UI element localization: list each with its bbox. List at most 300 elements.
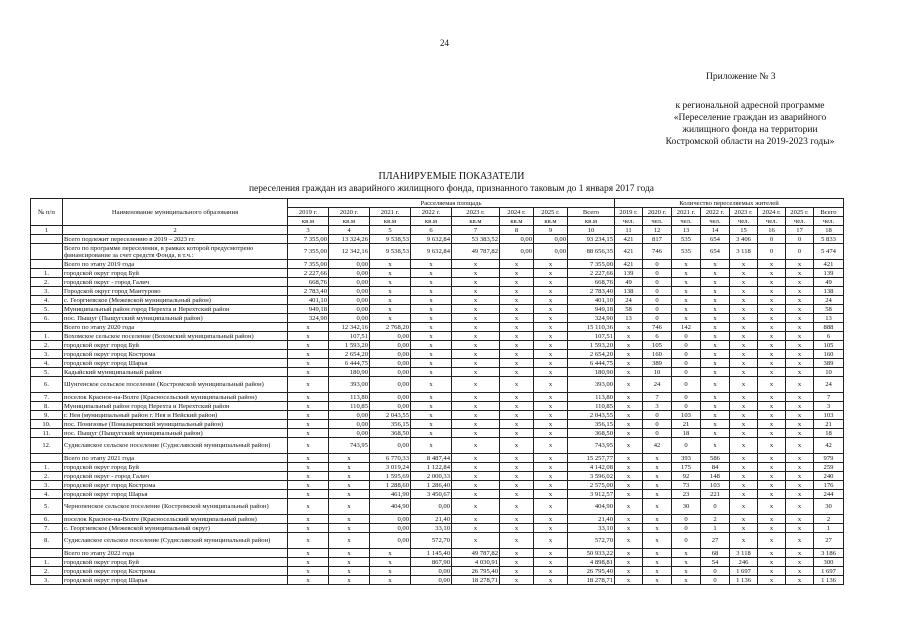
program-line: жилищного фонда на территории: [682, 125, 818, 135]
row-value: 24: [814, 296, 844, 305]
row-value: x: [329, 558, 370, 567]
row-value: x: [500, 472, 534, 481]
row-value: 13 324,26: [329, 235, 370, 244]
header-year: 2023 г.: [452, 208, 500, 217]
row-value: x: [534, 332, 568, 341]
row-value: 0,00: [411, 576, 452, 585]
row-number: [31, 549, 63, 558]
row-number: 10.: [31, 420, 63, 429]
row-value: 0: [701, 499, 730, 515]
row-value: 949,18: [288, 305, 329, 314]
table-row: [31, 454, 844, 463]
row-value: x: [786, 533, 814, 549]
row-value: x: [288, 533, 329, 549]
row-value: x: [370, 576, 411, 585]
row-value: 0: [672, 438, 701, 454]
row-value: x: [786, 567, 814, 576]
row-value: 393: [672, 454, 701, 463]
row-value: 49 787,82: [452, 549, 500, 558]
row-value: x: [452, 393, 500, 402]
row-value: 888: [814, 323, 844, 332]
row-value: 259: [814, 463, 844, 472]
row-value: 324,90: [568, 314, 615, 323]
row-value: x: [329, 463, 370, 472]
header-year: 2025 г.: [534, 208, 568, 217]
row-value: 0,00: [329, 296, 370, 305]
row-value: x: [411, 420, 452, 429]
row-value: x: [730, 296, 758, 305]
row-value: 5 474: [814, 244, 844, 260]
row-value: x: [500, 567, 534, 576]
row-value: x: [786, 269, 814, 278]
table-row: [31, 269, 844, 278]
header-year: Всего: [568, 208, 615, 217]
row-value: x: [500, 481, 534, 490]
row-value: x: [500, 438, 534, 454]
row-number: 5.: [31, 305, 63, 314]
row-value: 743,95: [329, 438, 370, 454]
row-value: 0: [643, 420, 672, 429]
row-name: городской округ город Буй: [63, 341, 288, 350]
row-value: 26 795,40: [452, 567, 500, 576]
row-value: x: [534, 481, 568, 490]
row-value: x: [758, 438, 786, 454]
row-value: x: [672, 278, 701, 287]
row-value: x: [534, 411, 568, 420]
row-value: 1 593,20: [568, 341, 615, 350]
row-name: Кадыйский муниципальный район: [63, 368, 288, 377]
table-row: [31, 235, 844, 244]
row-value: x: [643, 558, 672, 567]
row-value: x: [329, 515, 370, 524]
row-value: 389: [814, 359, 844, 368]
row-value: 0: [643, 314, 672, 323]
row-value: 0: [643, 411, 672, 420]
row-value: x: [730, 490, 758, 499]
row-value: x: [730, 269, 758, 278]
program-line: к региональной адресной программе: [675, 101, 825, 111]
row-value: x: [786, 341, 814, 350]
row-value: x: [534, 499, 568, 515]
row-name: Всего подлежит переселению в 2019 – 2023 гг.: [63, 235, 288, 244]
row-value: x: [329, 567, 370, 576]
row-value: x: [615, 323, 643, 332]
table-row: [31, 524, 844, 533]
header-unit: чел.: [615, 217, 643, 226]
row-value: 2: [701, 515, 730, 524]
row-value: x: [758, 481, 786, 490]
row-value: 6 444,75: [329, 359, 370, 368]
row-value: 93 234,15: [568, 235, 615, 244]
row-value: x: [452, 341, 500, 350]
row-name: Всего по этапу 2021 года: [63, 454, 288, 463]
header-unit: чел.: [643, 217, 672, 226]
row-value: 0,00: [370, 402, 411, 411]
column-number: 1: [31, 226, 63, 235]
row-value: 0: [786, 235, 814, 244]
row-value: x: [701, 411, 730, 420]
table-row: [31, 296, 844, 305]
row-value: x: [370, 558, 411, 567]
row-value: x: [452, 323, 500, 332]
row-value: 4 142,08: [568, 463, 615, 472]
row-value: x: [786, 368, 814, 377]
table-row: [31, 533, 844, 549]
row-value: x: [288, 438, 329, 454]
row-value: 0,00: [500, 244, 534, 260]
row-value: 0: [672, 515, 701, 524]
row-value: 8 487,44: [411, 454, 452, 463]
row-name: городской округ город Буй: [63, 269, 288, 278]
row-value: x: [534, 576, 568, 585]
row-value: 1 136: [730, 576, 758, 585]
row-value: x: [411, 323, 452, 332]
row-number: [31, 260, 63, 269]
row-number: 6.: [31, 377, 63, 393]
row-value: 0,00: [370, 438, 411, 454]
row-value: 368,50: [370, 429, 411, 438]
row-value: x: [452, 533, 500, 549]
header-unit: кв.м: [534, 217, 568, 226]
row-value: x: [701, 323, 730, 332]
row-number: 5.: [31, 368, 63, 377]
row-value: x: [500, 287, 534, 296]
row-value: x: [500, 377, 534, 393]
header-unit: чел.: [814, 217, 844, 226]
row-value: x: [701, 305, 730, 314]
row-value: x: [500, 368, 534, 377]
row-value: 27: [701, 533, 730, 549]
row-value: x: [615, 463, 643, 472]
row-number: 4.: [31, 359, 63, 368]
row-value: x: [534, 278, 568, 287]
row-value: x: [701, 350, 730, 359]
row-value: x: [500, 429, 534, 438]
row-value: x: [730, 323, 758, 332]
row-value: 7: [643, 393, 672, 402]
row-value: x: [452, 454, 500, 463]
row-value: x: [786, 549, 814, 558]
row-value: x: [786, 490, 814, 499]
row-value: x: [701, 341, 730, 350]
row-number: 2.: [31, 567, 63, 576]
row-value: 0: [643, 296, 672, 305]
row-value: x: [288, 377, 329, 393]
row-value: x: [500, 393, 534, 402]
row-name: пос. Пыщуг (Пыщугский муниципальный район): [63, 429, 288, 438]
row-value: x: [500, 341, 534, 350]
row-number: 6.: [31, 314, 63, 323]
header-year: 2020 г.: [329, 208, 370, 217]
row-value: x: [370, 278, 411, 287]
row-name: пос. Понизовье (Поназыревский муниципальный район): [63, 420, 288, 429]
row-value: x: [643, 454, 672, 463]
row-value: 73: [672, 481, 701, 490]
row-value: x: [786, 402, 814, 411]
column-number: 13: [672, 226, 701, 235]
header-unit: кв.м: [411, 217, 452, 226]
row-value: x: [758, 393, 786, 402]
row-name: Судиславское сельское поселение (Судиславский муниципальный район): [63, 438, 288, 454]
row-value: x: [534, 429, 568, 438]
row-value: x: [758, 454, 786, 463]
row-value: x: [786, 332, 814, 341]
row-value: x: [411, 377, 452, 393]
header-unit: кв.м: [500, 217, 534, 226]
row-value: x: [758, 269, 786, 278]
row-value: x: [411, 350, 452, 359]
row-value: 27: [814, 533, 844, 549]
row-value: x: [672, 269, 701, 278]
row-value: x: [500, 305, 534, 314]
row-value: 7 355,00: [288, 260, 329, 269]
row-value: x: [288, 558, 329, 567]
row-value: x: [786, 411, 814, 420]
row-value: x: [758, 490, 786, 499]
row-value: x: [500, 278, 534, 287]
row-value: x: [730, 341, 758, 350]
table-row: [31, 549, 844, 558]
row-value: x: [370, 260, 411, 269]
row-value: x: [411, 332, 452, 341]
row-value: x: [452, 472, 500, 481]
row-name: Всего по программе переселения, в рамках которой предусмотрено финансирование за счет средств Фонда, в т.ч.:: [63, 244, 288, 260]
row-value: x: [411, 393, 452, 402]
row-value: x: [786, 296, 814, 305]
row-value: x: [615, 576, 643, 585]
header-unit: чел.: [786, 217, 814, 226]
row-number: [31, 235, 63, 244]
row-value: x: [452, 402, 500, 411]
row-value: x: [786, 305, 814, 314]
column-number: 11: [615, 226, 643, 235]
row-value: x: [615, 359, 643, 368]
row-value: 18 278,71: [452, 576, 500, 585]
row-value: x: [643, 533, 672, 549]
row-value: x: [411, 287, 452, 296]
row-value: x: [329, 524, 370, 533]
row-value: x: [452, 499, 500, 515]
row-value: 0,00: [329, 287, 370, 296]
row-value: 421: [814, 260, 844, 269]
row-value: x: [786, 377, 814, 393]
row-value: 0,00: [329, 314, 370, 323]
row-value: 535: [672, 244, 701, 260]
row-value: x: [615, 438, 643, 454]
row-name: городской округ город Буй: [63, 558, 288, 567]
row-value: x: [411, 296, 452, 305]
row-value: x: [701, 393, 730, 402]
row-value: 221: [701, 490, 730, 499]
row-value: 393,00: [329, 377, 370, 393]
row-value: x: [758, 260, 786, 269]
row-value: 246: [730, 558, 758, 567]
row-value: 2: [814, 515, 844, 524]
column-number: 18: [814, 226, 844, 235]
row-value: x: [500, 490, 534, 499]
row-number: [31, 323, 63, 332]
row-value: x: [411, 411, 452, 420]
row-value: x: [411, 278, 452, 287]
table-row: [31, 260, 844, 269]
row-value: 2 227,66: [568, 269, 615, 278]
row-value: 393,00: [568, 377, 615, 393]
row-value: x: [411, 368, 452, 377]
row-value: x: [786, 558, 814, 567]
row-value: x: [786, 576, 814, 585]
row-value: x: [758, 576, 786, 585]
row-value: 6 770,33: [370, 454, 411, 463]
row-number: 4.: [31, 490, 63, 499]
row-value: x: [786, 499, 814, 515]
row-value: 58: [814, 305, 844, 314]
row-value: 0,00: [370, 515, 411, 524]
row-value: x: [701, 296, 730, 305]
row-value: 1 136: [814, 576, 844, 585]
row-value: x: [672, 287, 701, 296]
row-value: x: [500, 576, 534, 585]
row-value: x: [452, 524, 500, 533]
row-value: x: [786, 524, 814, 533]
row-value: 0,00: [370, 359, 411, 368]
row-value: 0: [672, 350, 701, 359]
row-value: x: [672, 576, 701, 585]
row-number: 9.: [31, 411, 63, 420]
row-value: 50 933,22: [568, 549, 615, 558]
row-value: x: [615, 515, 643, 524]
row-value: x: [370, 567, 411, 576]
header-unit: кв.м: [568, 217, 615, 226]
table-row: [31, 429, 844, 438]
row-name: г. Нея (муниципальный район г. Нея и Нейский район): [63, 411, 288, 420]
row-value: 0: [672, 341, 701, 350]
row-value: x: [701, 314, 730, 323]
row-value: 148: [701, 472, 730, 481]
row-name: пос. Пыщуг (Пыщугский муниципальный район): [63, 314, 288, 323]
row-value: x: [534, 287, 568, 296]
row-value: 368,50: [568, 429, 615, 438]
row-value: 1 286,40: [411, 481, 452, 490]
row-value: x: [288, 490, 329, 499]
row-value: x: [452, 332, 500, 341]
row-value: x: [288, 368, 329, 377]
row-value: 0,00: [370, 393, 411, 402]
header-year: 2023 г.: [730, 208, 758, 217]
row-value: x: [370, 305, 411, 314]
row-value: 0: [672, 377, 701, 393]
row-value: x: [730, 359, 758, 368]
row-value: x: [534, 463, 568, 472]
row-value: x: [786, 278, 814, 287]
row-value: 421: [615, 260, 643, 269]
row-value: 572,70: [411, 533, 452, 549]
row-value: 9 632,84: [411, 244, 452, 260]
row-value: x: [500, 558, 534, 567]
row-value: x: [452, 368, 500, 377]
row-value: 1: [814, 524, 844, 533]
table-row: [31, 287, 844, 296]
row-value: x: [534, 490, 568, 499]
row-value: x: [615, 420, 643, 429]
row-value: x: [758, 567, 786, 576]
row-value: 5 833: [814, 235, 844, 244]
row-value: x: [288, 359, 329, 368]
table-row: [31, 411, 844, 420]
row-name: Городской округ город Мантурово: [63, 287, 288, 296]
row-value: x: [701, 278, 730, 287]
row-value: 404,90: [370, 499, 411, 515]
row-value: 0: [672, 524, 701, 533]
header-year: 2024 г.: [500, 208, 534, 217]
row-name: Муниципальный район город Нерехта и Нерехтский район: [63, 305, 288, 314]
row-value: 23: [672, 490, 701, 499]
row-value: 2 783,40: [288, 287, 329, 296]
row-value: 0,00: [411, 567, 452, 576]
row-value: x: [758, 533, 786, 549]
row-value: 1 122,84: [411, 463, 452, 472]
row-name: городской округ город Буй: [63, 463, 288, 472]
column-number: 10: [568, 226, 615, 235]
row-value: x: [329, 533, 370, 549]
table-row: [31, 438, 844, 454]
row-value: 0: [672, 533, 701, 549]
row-value: x: [786, 472, 814, 481]
row-value: x: [411, 341, 452, 350]
row-value: 2 783,40: [568, 287, 615, 296]
row-value: x: [758, 524, 786, 533]
row-value: 3 118: [730, 244, 758, 260]
header-name: Наименование муниципального образования: [63, 199, 288, 226]
row-value: x: [534, 558, 568, 567]
row-value: x: [534, 341, 568, 350]
row-value: 13: [615, 314, 643, 323]
row-name: поселок Красное-на-Волге (Красносельский муниципальный район): [63, 393, 288, 402]
row-value: x: [643, 499, 672, 515]
row-value: x: [329, 454, 370, 463]
row-value: x: [786, 481, 814, 490]
row-value: x: [730, 260, 758, 269]
row-value: x: [615, 533, 643, 549]
row-value: x: [643, 524, 672, 533]
row-value: x: [758, 359, 786, 368]
row-value: 103: [814, 411, 844, 420]
row-number: [31, 454, 63, 463]
row-value: x: [643, 463, 672, 472]
table-row: [31, 490, 844, 499]
row-value: 401,10: [568, 296, 615, 305]
row-value: x: [534, 350, 568, 359]
row-value: 1 145,40: [411, 549, 452, 558]
row-value: x: [786, 350, 814, 359]
header-year: 2021 г.: [672, 208, 701, 217]
row-value: 356,15: [370, 420, 411, 429]
row-name: городской округ - город Галич: [63, 472, 288, 481]
row-value: 0: [643, 260, 672, 269]
row-value: x: [452, 481, 500, 490]
header-people-group: Количество переселяемых жителей: [615, 199, 844, 208]
row-value: 42: [814, 438, 844, 454]
row-value: x: [786, 260, 814, 269]
row-value: x: [288, 515, 329, 524]
row-value: x: [758, 377, 786, 393]
row-value: 817: [643, 235, 672, 244]
row-name: Всего по этапу 2020 года: [63, 323, 288, 332]
row-number: 6.: [31, 515, 63, 524]
row-value: 105: [643, 341, 672, 350]
row-value: x: [534, 549, 568, 558]
row-value: x: [730, 377, 758, 393]
row-value: x: [758, 402, 786, 411]
